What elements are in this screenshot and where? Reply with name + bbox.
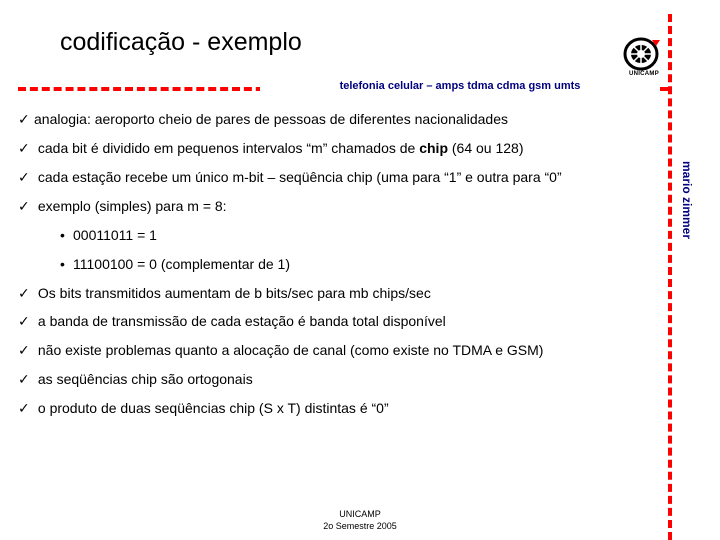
slide-title: codificação - exemplo [60,28,302,56]
bullet-ortogonais [18,371,253,387]
bullet-mbit [18,169,562,185]
bullet-text: cada bit é dividido em pequenos intervalos “m” chamados de [34,140,420,156]
bullet-text: exemplo (simples) para m = 8: [34,198,227,214]
bullet-exemplo [18,198,227,214]
bullet-banda [18,313,446,329]
check-icon: ✓ [18,342,30,358]
slide-footer [280,508,440,532]
bullet-analogia [18,111,508,127]
bullet-icon: • [60,227,65,243]
bullet-bold-text: chip [419,140,448,156]
bullet-text: Os bits transmitidos aumentam de b bits/sec para mb chips/sec [34,285,431,301]
author-label: mario zimmer [680,157,694,243]
bullet-bits-transmitidos [18,285,431,301]
bullet-produto [18,400,389,416]
bullet-text: (64 ou 128) [448,140,524,156]
check-icon: ✓ [18,400,30,416]
bullet-text: o produto de duas seqüências chip (S x T) distintas é “0” [34,400,389,416]
bullet-text: cada estação recebe um único m-bit – seqüência chip (uma para “1” e outra para “0” [34,169,562,185]
check-icon: ✓ [18,169,30,185]
logo-text: UNICAMP [628,71,660,77]
slide-subtitle: telefonia celular – amps tdma cdma gsm umts [260,80,660,92]
bullet-chip [18,140,524,156]
check-icon: ✓ [18,140,30,156]
bullet-icon: • [60,256,65,272]
check-icon: ✓ [18,198,30,214]
bullet-alocacao [18,342,543,358]
sub-bullet-text: 11100100 = 0 (complementar de 1) [73,256,291,272]
check-icon: ✓ [18,371,30,387]
bullet-text: a banda de transmissão de cada estação é banda total disponível [34,313,446,329]
check-icon: ✓ [18,313,30,329]
vertical-divider [668,14,672,540]
sub-bullet-zero [60,256,290,272]
footer-semester: 2o Semestre 2005 [323,521,397,531]
bullet-text: as seqüências chip são ortogonais [34,371,253,387]
check-icon: ✓ [18,111,30,127]
footer-institution: UNICAMP [339,509,381,519]
sub-bullet-one [60,227,157,243]
bullet-text: não existe problemas quanto a alocação de canal (como existe no TDMA e GSM) [34,342,544,358]
unicamp-logo [622,36,666,72]
check-icon: ✓ [18,285,30,301]
sub-bullet-text: 00011011 = 1 [73,227,157,243]
bullet-text: analogia: aeroporto cheio de pares de pessoas de diferentes nacionalidades [34,111,509,127]
